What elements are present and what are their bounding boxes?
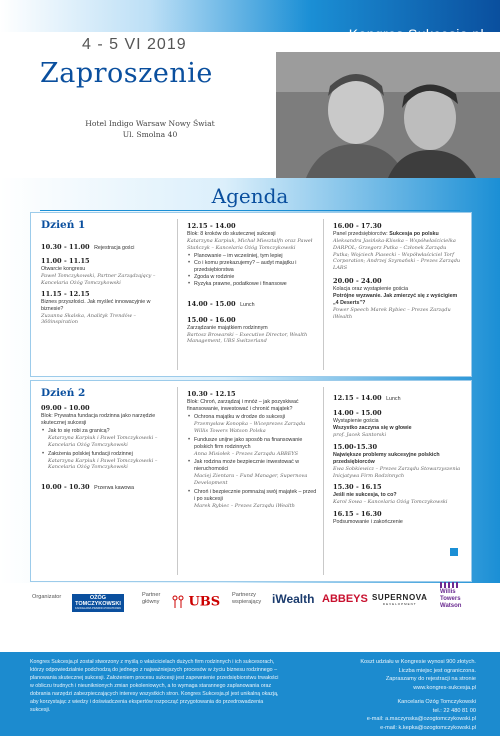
session-title: Jeśli nie sukcesja, to co? bbox=[333, 492, 397, 499]
iwealth-logo[interactable]: iWealth bbox=[272, 592, 315, 606]
time: 10.00 - 10.30 bbox=[41, 483, 90, 492]
session-title: Sukcesja po polsku bbox=[389, 231, 439, 237]
time: 15.00 - 16.00 bbox=[187, 315, 236, 324]
list-item bbox=[48, 451, 171, 472]
session-label: Lunch bbox=[240, 301, 255, 308]
time: 14.00 - 15.00 bbox=[187, 299, 236, 308]
seats-info: Liczba miejsc jest ograniczona. bbox=[398, 667, 476, 674]
column-divider bbox=[323, 219, 324, 370]
list-item: • Ryzyka prawne, podatkowe i finansowe bbox=[194, 281, 317, 288]
list-item-text: • Założenia polskiej fundacji rodzinnej bbox=[48, 450, 133, 457]
time: 10.30 - 11.00 bbox=[41, 243, 90, 251]
header-photo bbox=[276, 52, 500, 178]
column-divider bbox=[177, 387, 178, 575]
list-item: • Zgoda w rodzinie bbox=[194, 274, 317, 281]
venue bbox=[60, 118, 240, 140]
organizer-label: Organizator bbox=[32, 594, 62, 600]
session-label: Kolacja oraz wystąpienie gościa bbox=[333, 285, 409, 292]
contact-company: Kancelaria Ożóg Tomczykowski bbox=[397, 699, 476, 705]
speaker: Katarzyna Karpiuk i Paweł Tomczykowski – Kancelaria Ożóg Tomczykowski bbox=[48, 457, 158, 471]
decorative-square bbox=[450, 548, 458, 556]
column-divider bbox=[323, 387, 324, 575]
supernova-logo[interactable]: SUPERNOVA DEVELOPMENT bbox=[372, 593, 428, 606]
footer bbox=[0, 652, 500, 736]
day1-panel bbox=[30, 212, 472, 377]
session-label: Blok: Prywatna fundacja rodzinna jako narzędzie skutecznej sukcesji bbox=[41, 413, 156, 426]
page-title: Zaproszenie bbox=[40, 58, 213, 89]
ubs-keys-icon bbox=[172, 595, 184, 609]
speaker: Katarzyna Karpiuk, Michał Miesztalfn oraz Paweł Stańczyk – Kancelaria Ożóg Tomczykowski bbox=[187, 238, 313, 251]
session-label: Biznes przyszłości. Jak myśleć innowacyjnie w biznesie? bbox=[41, 298, 151, 312]
abbeys-logo[interactable]: ABBEYS bbox=[322, 593, 368, 605]
time: 11.00 - 11.15 bbox=[41, 257, 90, 265]
session-label: Lunch bbox=[386, 396, 401, 402]
list-item-text: • Jak rodzina może bezpiecznie inwestować w nieruchomości bbox=[194, 459, 300, 473]
time: 15.00-15.30 bbox=[333, 442, 378, 451]
day1-column-3 bbox=[333, 219, 463, 321]
bullet-list bbox=[187, 414, 317, 510]
time: 10.30 - 12.15 bbox=[187, 390, 236, 398]
speaker: Karol Sowa – Kancelaria Ożóg Tomczykowski bbox=[333, 499, 448, 506]
day2-column-1 bbox=[41, 387, 171, 494]
session-label: Podsumowanie i zakończenie bbox=[333, 519, 403, 526]
price-info: Koszt udziału w Kongresie wynosi 900 złotych. bbox=[360, 659, 476, 665]
supporting-partners-label: Partnerzy wspierający bbox=[232, 592, 262, 605]
speaker: Paweł Tomczykowski, Partner Zarządzający – Kancelaria Ożóg Tomczykowski bbox=[41, 273, 156, 286]
day2-panel bbox=[30, 380, 472, 582]
time: 14.00 - 15.00 bbox=[333, 409, 382, 417]
session-label: Otwarcie kongresu bbox=[41, 266, 86, 272]
footer-contact bbox=[316, 658, 476, 732]
session-title: Potrójne wyzwanie. Jak zmierzyć się z wyścigiem „4 Deserts”? bbox=[333, 292, 458, 306]
day2-title: Dzień 2 bbox=[41, 387, 86, 399]
time: 12.15 - 14.00 bbox=[187, 222, 236, 230]
list-item-text: • Jak to się robi za granicą? bbox=[48, 428, 110, 434]
contact-email[interactable]: e-mail: k.kepka@ozogtomczykowski.pl bbox=[380, 724, 476, 731]
day1-column-2 bbox=[187, 219, 317, 345]
agenda-divider bbox=[40, 210, 460, 211]
session-label: Zarządzanie majątkiem rodzinnym bbox=[187, 324, 268, 331]
event-date: 4 - 5 VI 2019 bbox=[82, 36, 187, 53]
time: 15.30 - 16.15 bbox=[333, 483, 382, 492]
speaker: prof. Jacek Santorski bbox=[333, 432, 387, 438]
list-item: • Co i komu przekazujemy? – audyt majątku i przedsiębiorstwa bbox=[194, 260, 317, 274]
wtw-mark-icon bbox=[440, 582, 460, 588]
speaker: Aleksandra Jasińska-Klisska – Współwłaścicielka DARPOL; Grzegorz Putka – Członek Zarządu Putka; Wojciech Piasecki – Współwłaściciel Torf Corporation; Andrzej Szymański – Prezes Zarządu LARS bbox=[333, 238, 461, 272]
bullet-list bbox=[41, 428, 171, 471]
list-item: • Planowanie – im wcześniej, tym lepiej bbox=[194, 253, 317, 260]
time: 20.00 - 24.00 bbox=[333, 276, 382, 285]
agenda-title: Agenda bbox=[211, 184, 289, 208]
day1-column-1 bbox=[41, 219, 171, 326]
ozog-tomczykowski-logo[interactable]: OŻÓG TOMCZYKOWSKI KANCELARIA PRAWNO-PODATKOWA bbox=[72, 594, 124, 612]
time: 12.15 - 14.00 bbox=[333, 394, 382, 402]
time: 16.15 - 16.30 bbox=[333, 510, 382, 519]
brand-name: Kongres Sukcesja.pl bbox=[348, 26, 484, 42]
willis-towers-watson-logo[interactable]: Willis Towers Watson bbox=[440, 582, 461, 610]
photo-two-men-icon bbox=[276, 52, 500, 178]
day1-title: Dzień 1 bbox=[41, 219, 86, 231]
speaker: Anna Misiołek – Prezes Zarządu ABBEYS bbox=[194, 450, 299, 457]
venue-address: Ul. Smolna 40 bbox=[122, 130, 178, 139]
website-link[interactable]: www.kongres-sukcesja.pl bbox=[413, 684, 476, 691]
session-title: Największe problemy sukcesyjne polskich przedsiębiorców bbox=[333, 451, 440, 465]
contact-phone[interactable]: tel.: 22 480 81 00 bbox=[432, 707, 476, 714]
list-item bbox=[194, 437, 317, 458]
list-item bbox=[194, 414, 317, 435]
speaker: Ewa Sobkiewicz – Prezes Zarządu Stowarzyszenia Inicjatywa Firm Rodzinnych bbox=[333, 465, 461, 479]
list-item-text: • Fundusze unijne jako sposób na finansowanie polskich firm rodzinnych bbox=[194, 436, 303, 450]
session-label: Rejestracja gości bbox=[94, 245, 135, 251]
session-label: Blok: Chroń, zarządzaj i mnóż – jak pozyskiwać finansowanie, inwestować i chronić majątek? bbox=[187, 399, 299, 412]
speaker: Maciej Zientara – Fund Manager, Supernova Development bbox=[194, 473, 308, 487]
list-item bbox=[48, 428, 171, 449]
list-item bbox=[194, 489, 317, 510]
contact-email[interactable]: e-mail: a.maczynska@ozogtomczykowski.pl bbox=[366, 716, 476, 722]
list-item-text: • Chroń i bezpiecznie pomnażaj swój majątek – przed i po sukcesji bbox=[194, 488, 317, 502]
speaker: Marek Rybiec – Prezes Zarządu iWealth bbox=[194, 502, 295, 509]
main-partner-label: Partner główny bbox=[142, 592, 161, 605]
column-divider bbox=[177, 219, 178, 370]
session-title: Wszystko zaczyna się w głowie bbox=[333, 425, 412, 431]
sponsors-bar bbox=[0, 589, 500, 644]
speaker: Zuzanna Skalska, Analityk Trendów – 360inspiration bbox=[41, 312, 137, 326]
speaker: Bartosz Browarski – Executive Director, Wealth Management, UBS Switzerland bbox=[187, 331, 308, 345]
day2-column-3 bbox=[333, 387, 463, 526]
session-label: Wystąpienie gościa bbox=[333, 418, 379, 424]
venue-name: Hotel Indigo Warsaw Nowy Świat bbox=[85, 119, 215, 128]
speaker: Power Speech Marek Rybiec – Prezes Zarządu iWealth bbox=[333, 306, 451, 320]
time: 11.15 - 12.15 bbox=[41, 289, 90, 298]
list-item-text: • Ochrona majątku w drodze do sukcesji bbox=[194, 414, 285, 420]
session-label-prefix: Panel przedsiębiorców: bbox=[333, 231, 390, 237]
footer-description: Kongres Sukcesja.pl został stworzony z myślą o właścicielach dużych firm rodzinnych i ich sukcesorach, którzy odpowiedzialnie podchodzą do jednego z najważniejszych procesów w życiu biznesu rodzinnego – planowania skutecznej sukcesji. Założeniem procesu sukcesji jest zapewnienie przedsiębiorstwu trwałości w obliczu trudnych i nieuniknionych zmian pokoleniowych, a to wymaga starannego zaplanowania oraz dobrania narzędzi zabezpieczających interesy wszystkich stron. Kongres Sukcesja.pl jest unikalną okazją, aby korzystając z wiedzy i doświadczenia ekspertów rozpocząć przygotowania do przedrowadzenia sukcesji. bbox=[30, 659, 279, 713]
registration-info: Zapraszamy do rejestracji na stronie bbox=[385, 676, 476, 682]
time: 09.00 - 10.00 bbox=[41, 404, 90, 412]
ubs-logo[interactable]: UBS bbox=[172, 593, 220, 611]
session-label bbox=[333, 231, 463, 238]
list-item bbox=[194, 459, 317, 487]
bullet-list bbox=[187, 253, 317, 288]
session-label: Przerwa kawowa bbox=[94, 485, 135, 492]
session-label: Blok: 8 kroków do skutecznej sukcesji bbox=[187, 231, 276, 237]
time: 16.00 - 17.30 bbox=[333, 222, 382, 230]
speaker: Katarzyna Karpiuk i Paweł Tomczykowski – Kancelaria Ożóg Tomczykowski bbox=[48, 435, 158, 448]
speaker: Przemysław Konopka – Wiceprezes Zarządu Willis Towers Watson Polska bbox=[194, 421, 306, 434]
day2-column-2 bbox=[187, 387, 317, 510]
